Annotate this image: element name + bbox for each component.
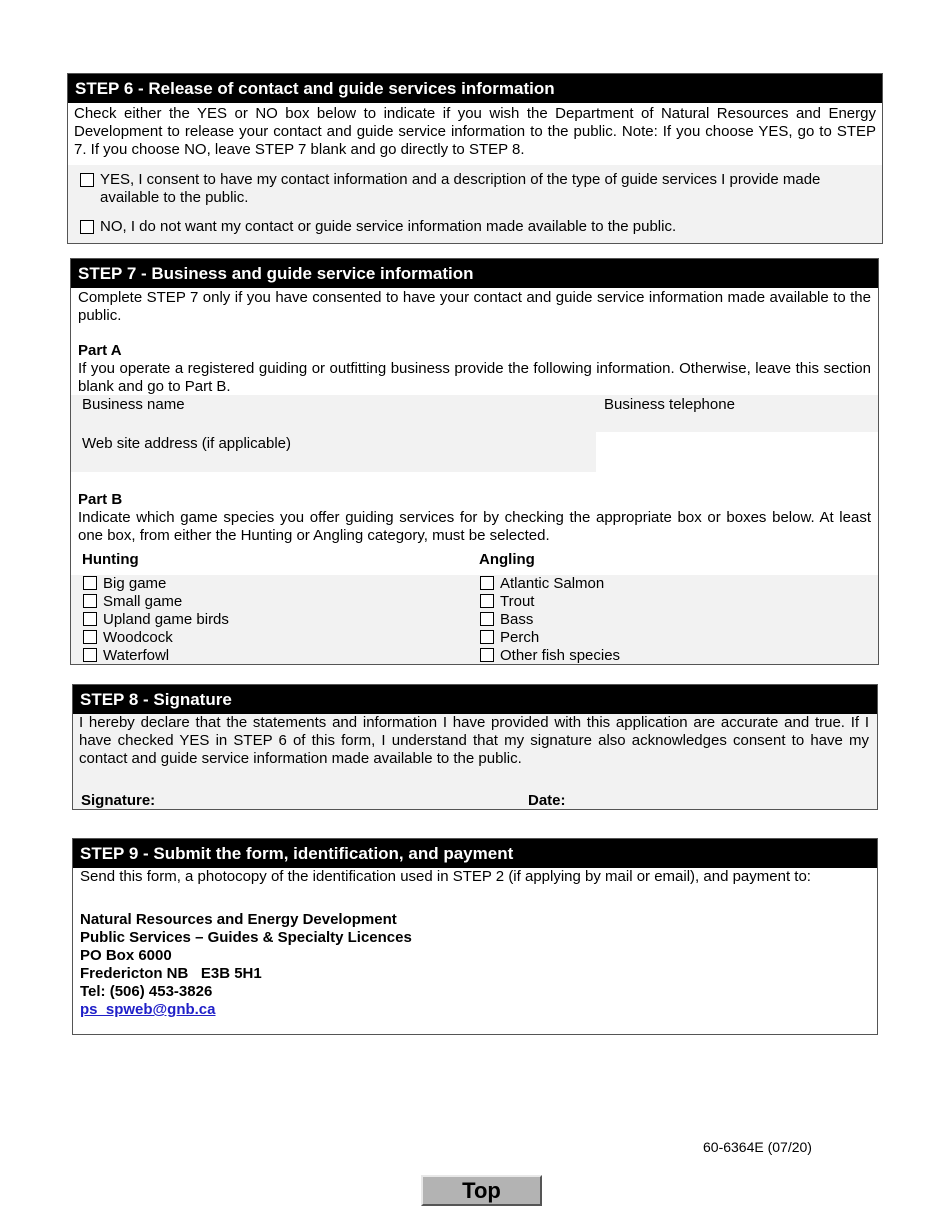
angling-option-label: Bass xyxy=(500,611,534,628)
angling-option xyxy=(480,611,533,629)
angling-option xyxy=(480,593,534,611)
hunting-checkbox[interactable] xyxy=(83,576,97,590)
part-b-text: Indicate which game species you offer guiding services for by checking the appropriate box or boxes below. At least one box, from either the Hunting or Angling category, must be selected. xyxy=(78,509,871,544)
date-field[interactable] xyxy=(573,787,873,809)
angling-option-label: Other fish species xyxy=(500,647,621,664)
step8-section xyxy=(72,684,878,810)
angling-option xyxy=(480,575,604,593)
telephone: Tel: (506) 453-3826 xyxy=(80,983,213,1000)
email-link-row xyxy=(80,1001,216,1019)
hunting-option-label: Big game xyxy=(103,575,167,592)
step7-title: STEP 7 - Business and guide service information xyxy=(71,259,878,288)
address-line: PO Box 6000 xyxy=(80,947,172,964)
hunting-option xyxy=(83,647,169,665)
signature-field[interactable] xyxy=(163,787,523,809)
signature-label: Signature: xyxy=(81,792,156,809)
step8-title: STEP 8 - Signature xyxy=(73,685,877,714)
angling-option xyxy=(480,647,620,665)
address-line: Public Services – Guides & Specialty Licences xyxy=(80,929,412,946)
top-button[interactable]: Top xyxy=(421,1175,542,1206)
step6-no-checkbox[interactable] xyxy=(80,220,94,234)
angling-heading: Angling xyxy=(479,551,535,568)
step6-yes-label: YES, I consent to have my contact information and a description of the type of guide services I provide made available to the public. xyxy=(100,171,821,206)
angling-checkbox[interactable] xyxy=(480,648,494,662)
business-name-label: Business name xyxy=(82,396,185,413)
part-a-heading: Part A xyxy=(78,342,122,359)
step6-yes-checkbox[interactable] xyxy=(80,173,94,187)
hunting-checkbox[interactable] xyxy=(83,648,97,662)
email-link[interactable]: ps_spweb@gnb.ca xyxy=(80,1001,216,1018)
angling-option xyxy=(480,629,539,647)
angling-checkbox[interactable] xyxy=(480,630,494,644)
step6-no-option xyxy=(80,218,676,236)
angling-checkbox[interactable] xyxy=(480,576,494,590)
step7-intro: Complete STEP 7 only if you have consented to have your contact and guide service information made available to the public. xyxy=(78,289,871,324)
hunting-option xyxy=(83,575,166,593)
hunting-checkbox[interactable] xyxy=(83,594,97,608)
angling-option-label: Atlantic Salmon xyxy=(500,575,605,592)
step6-title: STEP 6 - Release of contact and guide services information xyxy=(68,74,882,103)
hunting-checkbox[interactable] xyxy=(83,630,97,644)
hunting-heading: Hunting xyxy=(82,551,139,568)
hunting-option-label: Waterfowl xyxy=(103,647,170,664)
step9-text: Send this form, a photocopy of the identification used in STEP 2 (if applying by mail or email), and payment to: xyxy=(80,868,811,885)
business-telephone-label: Business telephone xyxy=(604,396,735,413)
step6-no-label: NO, I do not want my contact or guide service information made available to the public. xyxy=(100,218,677,235)
angling-option-label: Trout xyxy=(500,593,535,610)
hunting-option-label: Upland game birds xyxy=(103,611,229,628)
hunting-option-label: Small game xyxy=(103,593,183,610)
step9-section xyxy=(72,838,878,1035)
hunting-checkbox[interactable] xyxy=(83,612,97,626)
step6-yes-option xyxy=(80,171,870,207)
part-b-heading: Part B xyxy=(78,491,123,508)
step6-section xyxy=(67,73,883,244)
hunting-option-label: Woodcock xyxy=(103,629,173,646)
angling-checkbox[interactable] xyxy=(480,594,494,608)
date-label: Date: xyxy=(528,792,566,809)
part-a-text: If you operate a registered guiding or outfitting business provide the following information. Otherwise, leave this section blank and go to Part B. xyxy=(78,360,871,395)
angling-option-label: Perch xyxy=(500,629,540,646)
address-line: Fredericton NB E3B 5H1 xyxy=(80,965,262,982)
step7-section xyxy=(70,258,879,665)
hunting-option xyxy=(83,629,173,647)
angling-checkbox[interactable] xyxy=(480,612,494,626)
hunting-option xyxy=(83,611,229,629)
website-label: Web site address (if applicable) xyxy=(82,435,291,452)
step6-intro: Check either the YES or NO box below to indicate if you wish the Department of Natural Resources and Energy Development to release your contact and guide service information to the public. Note: If you choose YES, go to STEP 7. If you choose NO, leave STEP 7 blank and go directly to STEP 8. xyxy=(74,105,876,158)
step8-text: I hereby declare that the statements and information I have provided with this application are accurate and true. If I have checked YES in STEP 6 of this form, I understand that my signature also acknowledges consent to have my contact and guide service information made available to the public. xyxy=(79,714,869,767)
hunting-option xyxy=(83,593,182,611)
address-line: Natural Resources and Energy Development xyxy=(80,911,397,928)
form-number: 60-6364E (07/20) xyxy=(703,1139,812,1155)
step9-title: STEP 9 - Submit the form, identification, and payment xyxy=(73,839,877,868)
